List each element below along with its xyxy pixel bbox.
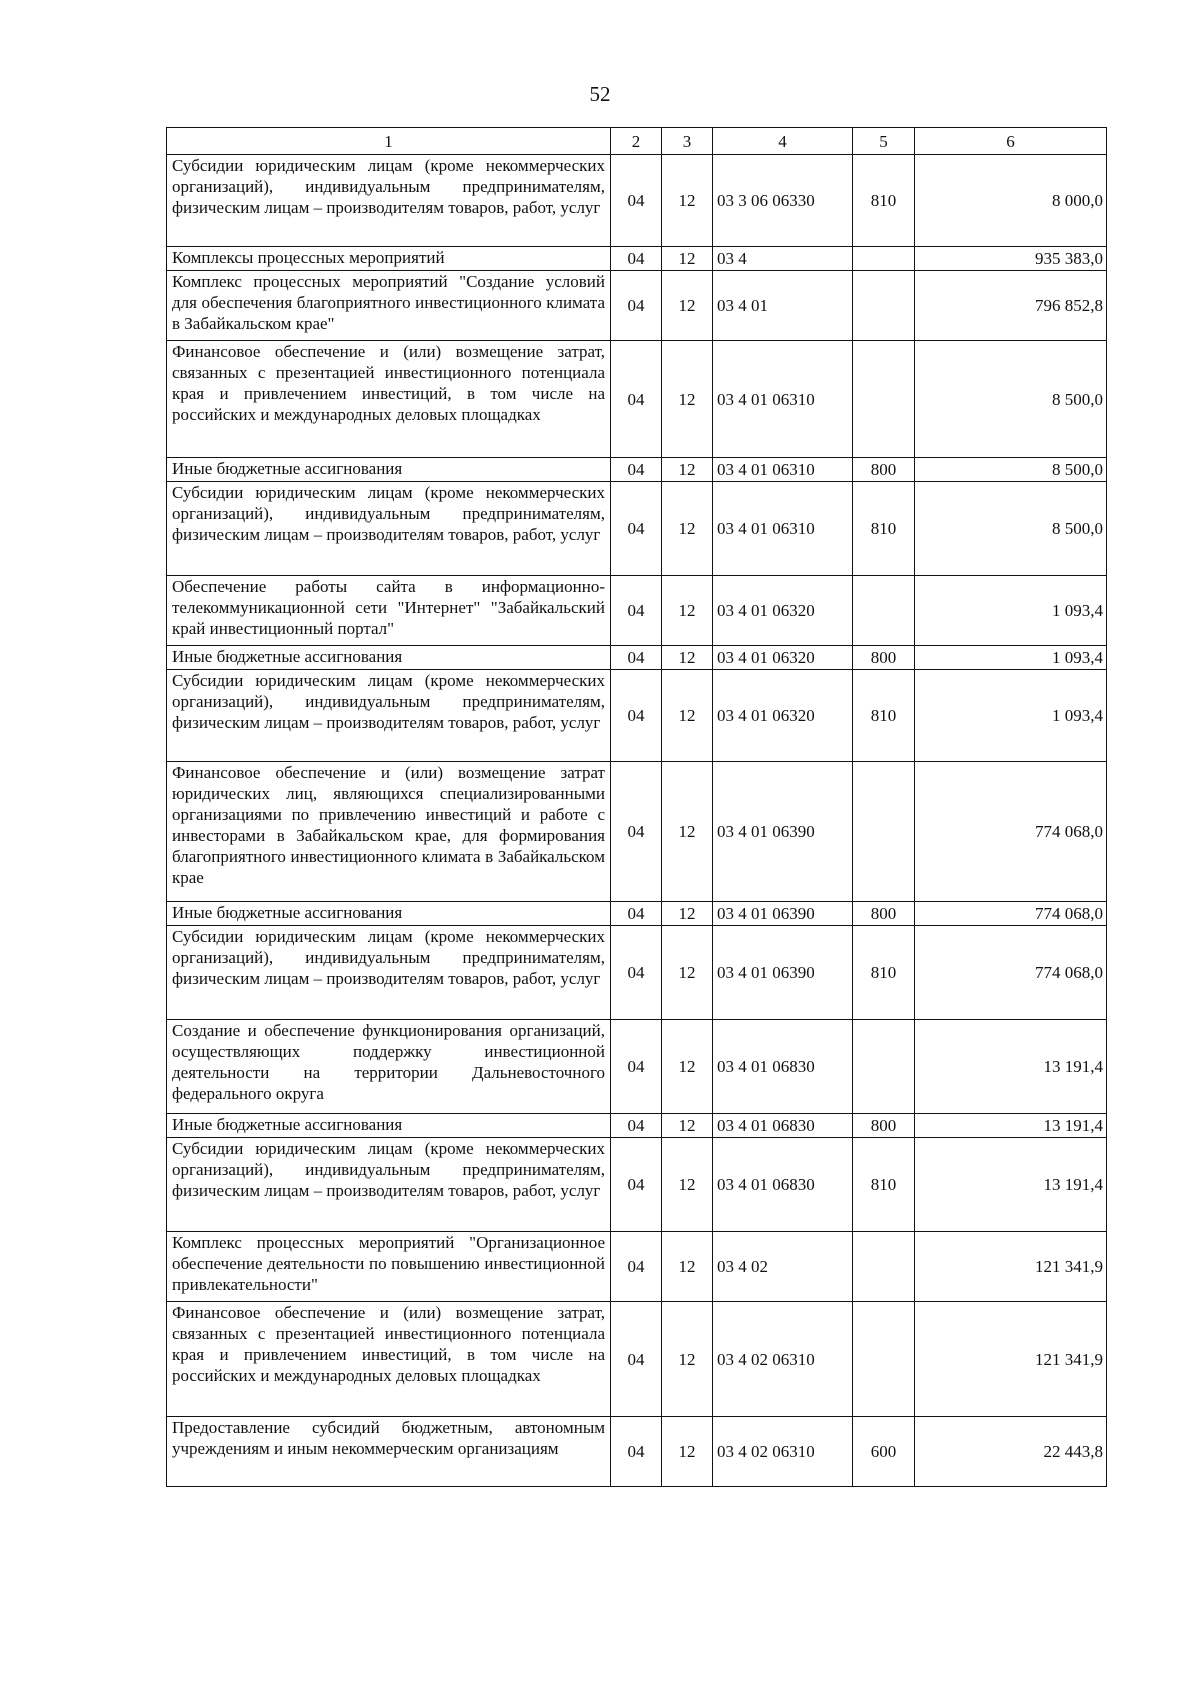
row-section: 04 [611, 926, 662, 1020]
row-subsection: 12 [662, 1020, 713, 1114]
row-target-code: 03 4 01 06390 [713, 762, 853, 902]
row-target-code: 03 4 01 06830 [713, 1020, 853, 1114]
row-amount: 13 191,4 [915, 1138, 1107, 1232]
row-subsection: 12 [662, 902, 713, 926]
row-section: 04 [611, 1232, 662, 1302]
row-amount: 121 341,9 [915, 1232, 1107, 1302]
row-subsection: 12 [662, 1114, 713, 1138]
row-expense-type: 810 [853, 926, 915, 1020]
row-target-code: 03 4 02 06310 [713, 1417, 853, 1487]
row-target-code: 03 4 01 06320 [713, 576, 853, 646]
row-subsection: 12 [662, 646, 713, 670]
row-subsection: 12 [662, 1138, 713, 1232]
table-body [167, 155, 1107, 1487]
row-amount: 774 068,0 [915, 902, 1107, 926]
row-name: Финансовое обеспечение и (или) возмещение затрат, связанных с презентацией инвестиционного потенциала края и привлечением инвестиций, в том числе на российских и международных деловых площадках [167, 1302, 611, 1417]
row-section: 04 [611, 482, 662, 576]
table-row [167, 458, 1107, 482]
row-amount: 796 852,8 [915, 271, 1107, 341]
row-name: Иные бюджетные ассигнования [167, 458, 611, 482]
row-subsection: 12 [662, 576, 713, 646]
row-name: Комплекс процессных мероприятий "Создание условий для обеспечения благоприятного инвестиционного климата в Забайкальском крае" [167, 271, 611, 341]
header-col-3: 3 [662, 128, 713, 155]
row-name: Создание и обеспечение функционирования организаций, осуществляющих поддержку инвестиционной деятельности на территории Дальневосточного федерального округа [167, 1020, 611, 1114]
row-amount: 8 000,0 [915, 155, 1107, 247]
row-amount: 121 341,9 [915, 1302, 1107, 1417]
row-section: 04 [611, 1138, 662, 1232]
row-subsection: 12 [662, 926, 713, 1020]
row-subsection: 12 [662, 1302, 713, 1417]
row-amount: 1 093,4 [915, 576, 1107, 646]
table-row [167, 482, 1107, 576]
row-section: 04 [611, 247, 662, 271]
row-amount: 8 500,0 [915, 341, 1107, 458]
row-target-code: 03 3 06 06330 [713, 155, 853, 247]
row-amount: 8 500,0 [915, 482, 1107, 576]
row-section: 04 [611, 271, 662, 341]
row-expense-type: 800 [853, 646, 915, 670]
row-amount: 774 068,0 [915, 762, 1107, 902]
row-section: 04 [611, 1114, 662, 1138]
row-target-code: 03 4 01 06310 [713, 458, 853, 482]
row-target-code: 03 4 01 06830 [713, 1138, 853, 1232]
row-amount: 774 068,0 [915, 926, 1107, 1020]
header-row [167, 128, 1107, 155]
table-row [167, 155, 1107, 247]
row-expense-type: 810 [853, 155, 915, 247]
row-expense-type: 810 [853, 670, 915, 762]
table-row [167, 1302, 1107, 1417]
row-target-code: 03 4 01 06830 [713, 1114, 853, 1138]
row-name: Субсидии юридическим лицам (кроме некоммерческих организаций), индивидуальным предпринимателям, физическим лицам – производителям товаров, работ, услуг [167, 482, 611, 576]
row-target-code: 03 4 01 06390 [713, 902, 853, 926]
row-amount: 13 191,4 [915, 1114, 1107, 1138]
table-row [167, 926, 1107, 1020]
table-header [167, 128, 1107, 155]
row-name: Иные бюджетные ассигнования [167, 646, 611, 670]
row-subsection: 12 [662, 247, 713, 271]
table-row [167, 762, 1107, 902]
table-row [167, 1232, 1107, 1302]
row-amount: 935 383,0 [915, 247, 1107, 271]
row-section: 04 [611, 646, 662, 670]
header-col-4: 4 [713, 128, 853, 155]
row-expense-type [853, 1020, 915, 1114]
header-col-6: 6 [915, 128, 1107, 155]
row-section: 04 [611, 458, 662, 482]
header-col-2: 2 [611, 128, 662, 155]
row-subsection: 12 [662, 458, 713, 482]
row-amount: 8 500,0 [915, 458, 1107, 482]
table-row [167, 1114, 1107, 1138]
row-name: Финансовое обеспечение и (или) возмещение затрат, связанных с презентацией инвестиционного потенциала края и привлечением инвестиций, в том числе на российских и международных деловых площадках [167, 341, 611, 458]
row-expense-type [853, 271, 915, 341]
row-target-code: 03 4 01 06320 [713, 646, 853, 670]
row-section: 04 [611, 155, 662, 247]
row-name: Иные бюджетные ассигнования [167, 902, 611, 926]
row-name: Обеспечение работы сайта в информационно-телекоммуникационной сети "Интернет" "Забайкальский край инвестиционный портал" [167, 576, 611, 646]
page-number: 52 [589, 82, 611, 106]
row-subsection: 12 [662, 762, 713, 902]
row-expense-type [853, 762, 915, 902]
table-row [167, 902, 1107, 926]
row-section: 04 [611, 576, 662, 646]
row-target-code: 03 4 01 [713, 271, 853, 341]
row-expense-type [853, 576, 915, 646]
row-section: 04 [611, 670, 662, 762]
row-section: 04 [611, 1302, 662, 1417]
row-name: Иные бюджетные ассигнования [167, 1114, 611, 1138]
row-name: Комплекс процессных мероприятий "Организационное обеспечение деятельности по повышению инвестиционной привлекательности" [167, 1232, 611, 1302]
row-target-code: 03 4 [713, 247, 853, 271]
table-row [167, 670, 1107, 762]
row-name: Субсидии юридическим лицам (кроме некоммерческих организаций), индивидуальным предпринимателям, физическим лицам – производителям товаров, работ, услуг [167, 155, 611, 247]
row-target-code: 03 4 01 06390 [713, 926, 853, 1020]
row-subsection: 12 [662, 155, 713, 247]
row-target-code: 03 4 02 06310 [713, 1302, 853, 1417]
row-amount: 1 093,4 [915, 670, 1107, 762]
row-subsection: 12 [662, 1232, 713, 1302]
table-row [167, 576, 1107, 646]
row-target-code: 03 4 01 06320 [713, 670, 853, 762]
row-section: 04 [611, 902, 662, 926]
row-name: Комплексы процессных мероприятий [167, 247, 611, 271]
row-expense-type: 810 [853, 482, 915, 576]
table-row [167, 1020, 1107, 1114]
row-amount: 13 191,4 [915, 1020, 1107, 1114]
row-name: Субсидии юридическим лицам (кроме некоммерческих организаций), индивидуальным предпринимателям, физическим лицам – производителям товаров, работ, услуг [167, 926, 611, 1020]
row-section: 04 [611, 762, 662, 902]
header-col-1: 1 [167, 128, 611, 155]
row-expense-type: 600 [853, 1417, 915, 1487]
row-amount: 1 093,4 [915, 646, 1107, 670]
row-subsection: 12 [662, 341, 713, 458]
budget-table [166, 127, 1107, 1487]
row-expense-type [853, 1232, 915, 1302]
row-expense-type [853, 341, 915, 458]
row-section: 04 [611, 1417, 662, 1487]
row-section: 04 [611, 1020, 662, 1114]
row-subsection: 12 [662, 482, 713, 576]
table-row [167, 1417, 1107, 1487]
row-name: Финансовое обеспечение и (или) возмещение затрат юридических лиц, являющихся специализированными организациями по привлечению инвестиций и работе с инвесторами в Забайкальском крае, для формирования благоприятного инвестиционного климата в Забайкальском крае [167, 762, 611, 902]
row-section: 04 [611, 341, 662, 458]
row-name: Предоставление субсидий бюджетным, автономным учреждениям и иным некоммерческим организациям [167, 1417, 611, 1487]
table-row [167, 1138, 1107, 1232]
row-name: Субсидии юридическим лицам (кроме некоммерческих организаций), индивидуальным предпринимателям, физическим лицам – производителям товаров, работ, услуг [167, 1138, 611, 1232]
row-target-code: 03 4 01 06310 [713, 341, 853, 458]
table-row [167, 247, 1107, 271]
table-row [167, 341, 1107, 458]
table-row [167, 646, 1107, 670]
row-subsection: 12 [662, 1417, 713, 1487]
row-target-code: 03 4 01 06310 [713, 482, 853, 576]
row-expense-type: 810 [853, 1138, 915, 1232]
row-subsection: 12 [662, 670, 713, 762]
row-amount: 22 443,8 [915, 1417, 1107, 1487]
row-name: Субсидии юридическим лицам (кроме некоммерческих организаций), индивидуальным предпринимателям, физическим лицам – производителям товаров, работ, услуг [167, 670, 611, 762]
row-expense-type [853, 247, 915, 271]
table-row [167, 271, 1107, 341]
row-expense-type: 800 [853, 1114, 915, 1138]
row-expense-type [853, 1302, 915, 1417]
row-subsection: 12 [662, 271, 713, 341]
row-expense-type: 800 [853, 902, 915, 926]
row-expense-type: 800 [853, 458, 915, 482]
row-target-code: 03 4 02 [713, 1232, 853, 1302]
header-col-5: 5 [853, 128, 915, 155]
